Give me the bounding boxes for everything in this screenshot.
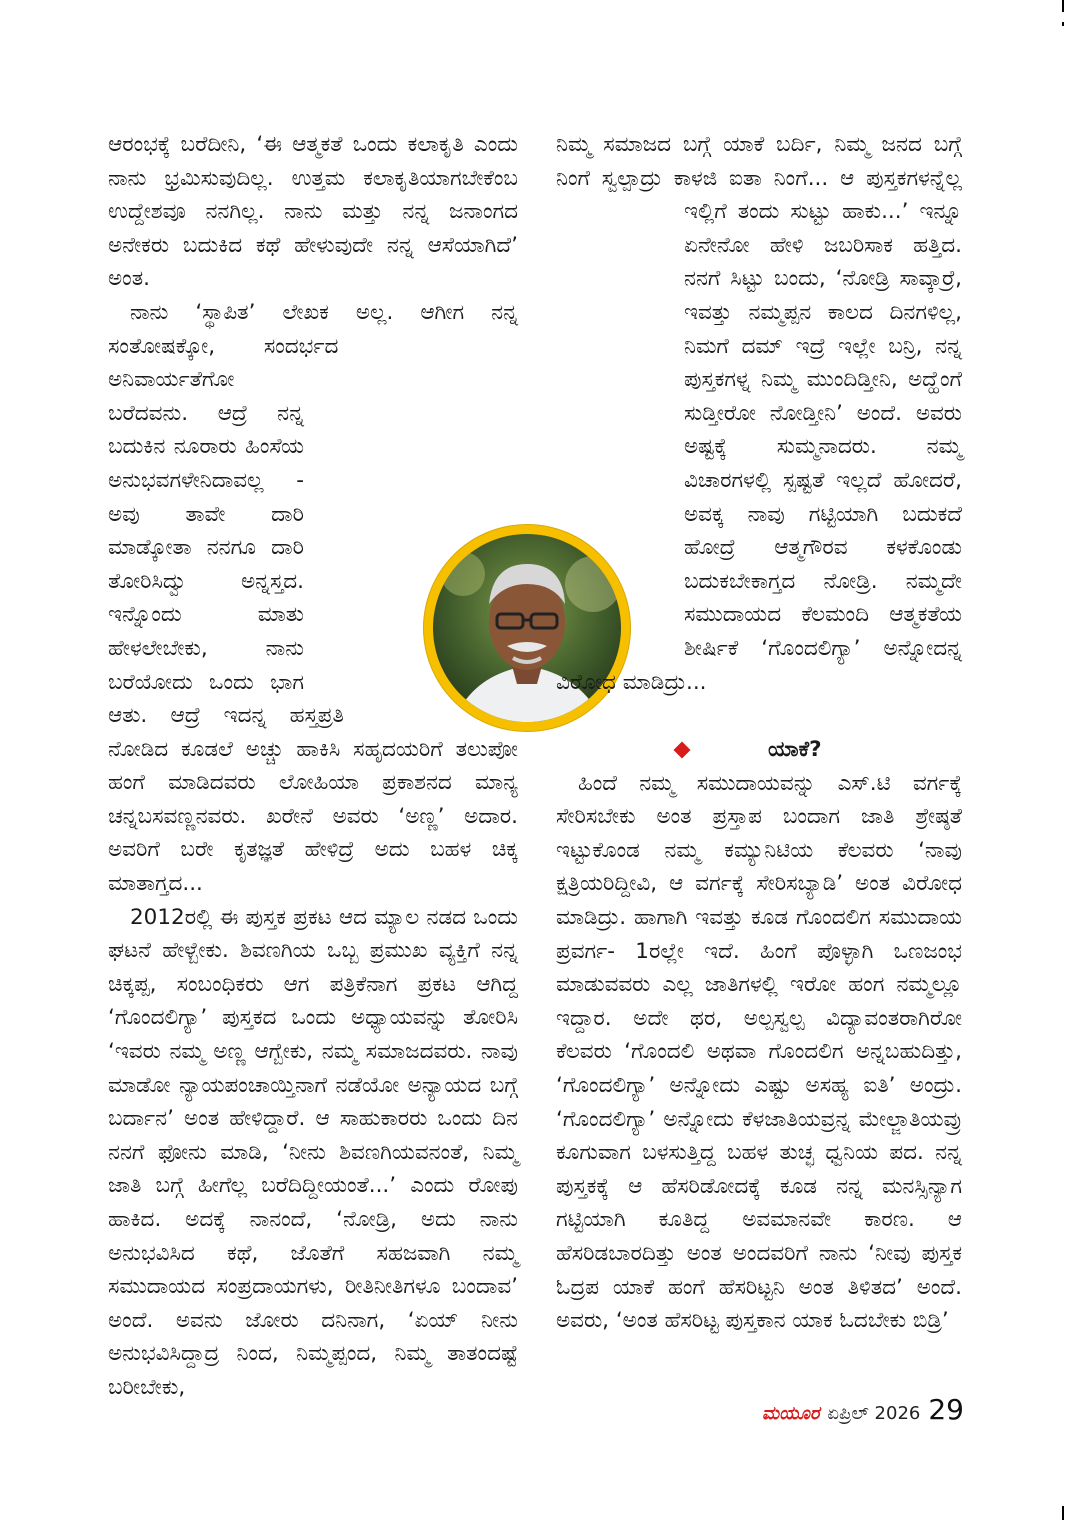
subheading-text: ಯಾಕೆ? [768,737,822,763]
paragraph: ಹಿಂದೆ ನಮ್ಮ ಸಮುದಾಯವನ್ನು ಎಸ್.ಟಿ ವರ್ಗಕ್ಕೆ ಸೇರಿಸಬೇಕು ಅಂತ ಪ್ರಸ್ತಾಪ ಬಂದಾಗ ಜಾತಿ ಶ್ರೇಷ್ಠತೆ ಇಟ್ಟುಕೊಂಡ ನಮ್ಮ ಕಮ್ಯುನಿಟಿಯ ಕೆಲವರು ‘ನಾವು ಕ್ಷತ್ರಿಯರಿದ್ದೀವಿ, ಆ ವರ್ಗಕ್ಕೆ ಸೇರಿಸಬ್ಯಾಡಿ’ ಅಂತ ವಿರೋಧ ಮಾಡಿದ್ರು. ಹಾಗಾಗಿ ಇವತ್ತು ಕೂಡ ಗೊಂದಲಿಗ ಸಮುದಾಯ ಪ್ರವರ್ಗ- 1ರಲ್ಲೇ ಇದೆ. ಹಿಂಗೆ ಪೊಳ್ಳಾಗಿ ಒಣಜಂಭ ಮಾಡುವವರು ಎಲ್ಲ ಜಾತಿಗಳಲ್ಲಿ ಇರೋ ಹಂಗ ನಮ್ಮಲ್ಲೂ ಇದ್ದಾರ. ಅದೇ ಥರ, ಅಲ್ಪಸ್ವಲ್ಪ ವಿದ್ಯಾವಂತರಾಗಿರೋ ಕೆಲವರು ‘ಗೊಂದಲಿ ಅಥವಾ ಗೊಂದಲಿಗ ಅನ್ನಬಹುದಿತ್ತು, ‘ಗೊಂದಲಿಗ್ಯಾ’ ಅನ್ನೋದು ಎಷ್ಟು ಅಸಹ್ಯ ಐತಿ’ ಅಂದ್ರು. ‘ಗೊಂದಲಿಗ್ಯಾ’ ಅನ್ನೋದು ಕೆಳಜಾತಿಯವ್ರನ್ನ ಮೇಲ್ಜಾತಿಯವ್ರು ಕೂಗುವಾಗ ಬಳಸುತ್ತಿದ್ದ ಬಹಳ ತುಚ್ಛ ಧ್ವನಿಯ ಪದ. ನನ್ನ ಪುಸ್ತಕಕ್ಕೆ ಆ ಹೆಸರಿಡೋದಕ್ಕೆ ಕೂಡ ನನ್ನ ಮನಸ್ಸಿನ್ಯಾಗ ಗಟ್ಟಿಯಾಗಿ ಕೂತಿದ್ದ ಅವಮಾನವೇ ಕಾರಣ. ಆ ಹೆಸರಿಡಬಾರದಿತ್ತು ಅಂತ ಅಂದವರಿಗೆ ನಾನು ‘ನೀವು ಪುಸ್ತಕ ಓದ್ರಪ ಯಾಕೆ ಹಂಗೆ ಹೆಸರಿಟ್ಟನಿ ಅಂತ ತಿಳಿತದ’ ಅಂದೆ. ಅವರು, ‘ಅಂತ ಹೆಸರಿಟ್ಟ ಪುಸ್ತಕಾನ ಯಾಕ ಓದಬೇಕು ಬಿಡ್ರಿ’ [556,770,962,1334]
page-number: 29 [928,1393,964,1426]
crop-mark [1062,22,1064,26]
crop-mark [1062,1506,1064,1520]
paragraph: ಆರಂಭಕ್ಕೆ ಬರೆದೀನಿ, ‘ಈ ಆತ್ಮಕತೆ ಒಂದು ಕಲಾಕೃತಿ ಎಂದು ನಾನು ಭ್ರಮಿಸುವುದಿಲ್ಲ. ಉತ್ತಮ ಕಲಾಕೃತಿಯಾಗಬೇಕೆಂಬ ಉದ್ದೇಶವೂ ನನಗಿಲ್ಲ. ನಾನು ಮತ್ತು ನನ್ನ ಜನಾಂಗದ ಅನೇಕರು ಬದುಕಿದ ಕಥೆ ಹೇಳುವುದೇ ನನ್ನ ಆಸೆಯಾಗಿದೆ’ ಅಂತ. [108,132,518,292]
article-left-column [108,128,518,1405]
crop-mark [1062,0,1064,12]
section-subheading [556,733,962,767]
article-right-column [556,128,962,1338]
issue-date: ಏಪ್ರಿಲ್ 2026 [827,1403,921,1424]
magazine-name: ಮಯೂರ [761,1403,820,1424]
paragraph: ನಿಮ್ಮ ಸಮಾಜದ ಬಗ್ಗೆ ಯಾಕೆ ಬರ್ದಿ, ನಿಮ್ಮ ಜನದ ಬಗ್ಗೆ ನಿಂಗೆ ಸ್ವಲ್ಪಾದ್ರು ಕಾಳಜಿ ಐತಾ ನಿಂಗೆ... ಆ ಪುಸ್ತಕಗಳನ್ನೆಲ್ಲ ಇಲ್ಲಿಗೆ ತಂದು ಸುಟ್ಟು ಹಾಕು...’ ಇನ್ನೂ ಏನೇನೋ ಹೇಳಿ ಜಬರಿಸಾಕ ಹತ್ತಿದ. ನನಗೆ ಸಿಟ್ಟು ಬಂದು, ‘ನೋಡ್ರಿ ಸಾವ್ಕಾರ್ರೆ, ಇವತ್ತು ನಮ್ಮಪ್ಪನ ಕಾಲದ ದಿನಗಳಿಲ್ಲ, ನಿಮಗೆ ದಮ್ ಇದ್ರೆ ಇಲ್ಲೇ ಬನ್ರಿ, ನನ್ನ ಪುಸ್ತಕಗಳ್ನ ನಿಮ್ಮ ಮುಂದಿಡ್ತೀನಿ, ಅದ್ಹೆಂಗೆ ಸುಡ್ತೀರೋ ನೋಡ್ತೀನಿ’ ಅಂದೆ. ಅವರು ಅಷ್ಟಕ್ಕೆ ಸುಮ್ಮನಾದರು. ನಮ್ಮ ವಿಚಾರಗಳಲ್ಲಿ ಸ್ಪಷ್ಟತೆ ಇಲ್ಲದೆ ಹೋದರೆ, ಅವಕ್ಕ ನಾವು ಗಟ್ಟಿಯಾಗಿ ಬದುಕದೆ ಹೋದ್ರೆ ಆತ್ಮಗೌರವ ಕಳಕೊಂಡು ಬದುಕಬೇಕಾಗ್ತದ ನೋಡ್ರಿ. ನಮ್ಮದೇ ಸಮುದಾಯದ ಕೆಲಮಂದಿ ಆತ್ಮಕತೆಯ ಶೀರ್ಷಿಕೆ ‘ಗೊಂದಲಿಗ್ಯಾ’ ಅನ್ನೋದನ್ನ ವಿರೋಧ ಮಾಡಿದ್ರು... [556,132,962,695]
paragraph: 2012ರಲ್ಲಿ ಈ ಪುಸ್ತಕ ಪ್ರಕಟ ಆದ ಮ್ಯಾಲ ನಡದ ಒಂದು ಘಟನೆ ಹೇಳ್ಬೇಕು. ಶಿವಣಗಿಯ ಒಬ್ಬ ಪ್ರಮುಖ ವ್ಯಕ್ತಿಗೆ ನನ್ನ ಚಿಕ್ಕಪ್ಪ, ಸಂಬಂಧಿಕರು ಆಗ ಪತ್ರಿಕೆನಾಗ ಪ್ರಕಟ ಆಗಿದ್ದ ‘ಗೊಂದಲಿಗ್ಯಾ’ ಪುಸ್ತಕದ ಒಂದು ಅಧ್ಯಾಯವನ್ನು ತೋರಿಸಿ ‘ಇವರು ನಮ್ಮ ಅಣ್ಣ ಆಗ್ಬೇಕು, ನಮ್ಮ ಸಮಾಜದವರು. ನಾವು ಮಾಡೋ ನ್ಯಾಯಪಂಚಾಯ್ತಿನಾಗೆ ನಡೆಯೋ ಅನ್ಯಾಯದ ಬಗ್ಗೆ ಬರ್ದಾನ’ ಅಂತ ಹೇಳಿದ್ದಾರೆ. ಆ ಸಾಹುಕಾರರು ಒಂದು ದಿನ ನನಗೆ ಫೋನು ಮಾಡಿ, ‘ನೀನು ಶಿವಣಗಿಯವನಂತೆ, ನಿಮ್ಮ ಜಾತಿ ಬಗ್ಗೆ ಹೀಗೆಲ್ಲ ಬರೆದಿದ್ದೀಯಂತೆ...’ ಎಂದು ರೋಪು ಹಾಕಿದ. ಅದಕ್ಕೆ ನಾನಂದೆ, ‘ನೋಡ್ರಿ, ಅದು ನಾನು ಅನುಭವಿಸಿದ ಕಥೆ, ಜೊತೆಗೆ ಸಹಜವಾಗಿ ನಮ್ಮ ಸಮುದಾಯದ ಸಂಪ್ರದಾಯಗಳು, ರೀತಿನೀತಿಗಳೂ ಬಂದಾವ’ ಅಂದೆ. ಅವನು ಜೋರು ದನಿನಾಗ, ‘ಏಯ್ ನೀನು ಅನುಭವಿಸಿದ್ದಾದ್ರ ನಿಂದ, ನಿಮ್ಮಪ್ಪಂದ, ನಿಮ್ಮ ತಾತಂದಷ್ಟೆ ಬರೀಬೇಕು, [108,904,518,1400]
photo-wrap-spacer [426,493,678,745]
paragraph: ನಾನು ‘ಸ್ಥಾಪಿತ’ ಲೇಖಕ ಅಲ್ಲ. ಆಗೀಗ ನನ್ನ ಸಂತೋಷಕ್ಕೋ, ಸಂದರ್ಭದ ಅನಿವಾರ್ಯತೆಗೋ ಬರೆದವನು. ಆದ್ರೆ ನನ್ನ ಬದುಕಿನ ನೂರಾರು ಹಿಂಸೆಯ ಅನುಭವಗಳೇನಿದಾವಲ್ಲ - ಅವು ತಾವೇ ದಾರಿ ಮಾಡ್ಕೋತಾ ನನಗೂ ದಾರಿ ತೋರಿಸಿದ್ವು ಅನ್ನಸ್ತದ. ಇನ್ನೊಂದು ಮಾತು ಹೇಳಲೇಬೇಕು, ನಾನು ಬರೆಯೋದು ಒಂದು ಭಾಗ ಆತು. ಆದ್ರೆ ಇದನ್ನ ಹಸ್ತಪ್ರತಿ ನೋಡಿದ ಕೂಡಲೆ ಅಚ್ಚು ಹಾಕಿಸಿ ಸಹೃದಯರಿಗೆ ತಲುಪೋ ಹಂಗೆ ಮಾಡಿದವರು ಲೋಹಿಯಾ ಪ್ರಕಾಶನದ ಮಾನ್ಯ ಚನ್ನಬಸವಣ್ಣನವರು. ಖರೇನೆ ಅವರು ‘ಅಣ್ಣ’ ಅದಾರ. ಅವರಿಗೆ ಬರೇ ಕೃತಜ್ಞತೆ ಹೇಳಿದ್ರೆ ಅದು ಬಹಳ ಚಿಕ್ಕ ಮಾತಾಗ್ತದ... [108,299,518,897]
page-footer [740,1393,964,1433]
